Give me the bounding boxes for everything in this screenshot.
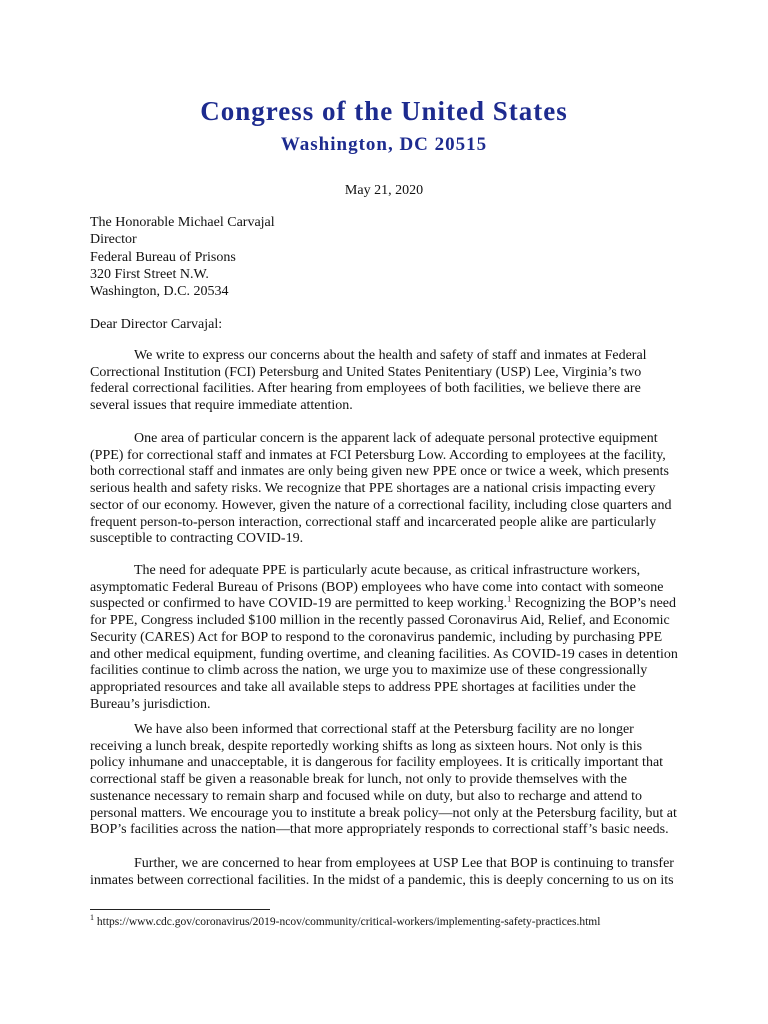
letterhead-address: Washington, DC 20515 [280, 134, 488, 155]
recipient-title: Director [90, 232, 137, 248]
footnote-mark: 1 [90, 913, 94, 923]
salutation: Dear Director Carvajal: [90, 317, 223, 332]
paragraph-2: One area of particular concern is the apparent lack of adequate personal protective equipment (PPE) for correctional staff and inmates at FCI Petersburg Low. According to employees at the facility, both correctional staff and inmates are only being given new PPE once or twice a week, which presents serious health and safety risks. We recognize that PPE shortages are a national crisis impacting every sector of our economy. However, given the nature of a correctional facility, including close quarters and frequent person-to-person interaction, correctional staff and incarcerated people alike are particularly susceptible to contracting COVID-19. [90, 431, 672, 547]
footnote-divider [90, 909, 270, 910]
letter-date: May 21, 2020 [344, 183, 424, 198]
paragraph-5: Further, we are concerned to hear from employees at USP Lee that BOP is continuing to transfer inmates between correctional facilities. In the midst of a pandemic, this is deeply concerning to us on its [90, 856, 674, 888]
recipient-organization: Federal Bureau of Prisons [90, 249, 236, 265]
letterhead-title: Congress of the United States [200, 96, 568, 126]
footnote-reference: 1 [507, 594, 512, 604]
paragraph-3-part-2: Recognizing the BOP’s need for PPE, Congress included $100 million in the recently passed Coronavirus Aid, Relief, and Economic Security (CARES) Act for BOP to respond to the coronavirus pandemic, including by purchasing PPE and other medical equipment, funding overtime, and cleaning facilities. As COVID-19 cases in detention facilities continue to climb across the nation, we urge you to maximize use of these congressionally appropriated resources and take all available steps to address PPE shortages at facilities under the Bureau’s jurisdiction. [90, 596, 678, 712]
footnote [90, 913, 710, 928]
paragraph-3 [90, 563, 680, 713]
recipient-address-block [90, 214, 275, 300]
recipient-name: The Honorable Michael Carvajal [90, 215, 275, 230]
paragraph-4: We have also been informed that correctional staff at the Petersburg facility are no longer receiving a lunch break, despite reportedly working shifts as long as sixteen hours. Not only is this policy inhumane and unacceptable, it is dangerous for facility employees. It is critically important that correctional staff be given a reasonable break for lunch, not only to provide themselves with the sustenance necessary to remain sharp and focused while on duty, but also to recharge and attend to personal matters. We encourage you to institute a break policy—not only at the Petersburg facility, but at BOP’s facilities across the nation—that more appropriately responds to correctional staff’s basic needs. [90, 722, 677, 838]
paragraph-1: We write to express our concerns about the health and safety of staff and inmates at Federal Correctional Institution (FCI) Petersburg and United States Penitentiary (USP) Lee, Virginia’s two federal correctional facilities. After hearing from employees of both facilities, we believe there are several issues that require immediate attention. [90, 348, 647, 414]
paragraph-3-part-1: The need for adequate PPE is particularly acute because, as critical infrastructure workers, asymptomatic Federal Bureau of Prisons (BOP) employees who have come into contact with someone suspected or confirmed to have COVID-19 are permitted to keep working. [90, 563, 664, 612]
recipient-city: Washington, D.C. 20534 [90, 284, 229, 300]
recipient-street: 320 First Street N.W. [90, 266, 209, 282]
footnote-url: https://www.cdc.gov/coronavirus/2019-ncov/community/critical-workers/implementing-safety-practices.html [94, 916, 601, 928]
